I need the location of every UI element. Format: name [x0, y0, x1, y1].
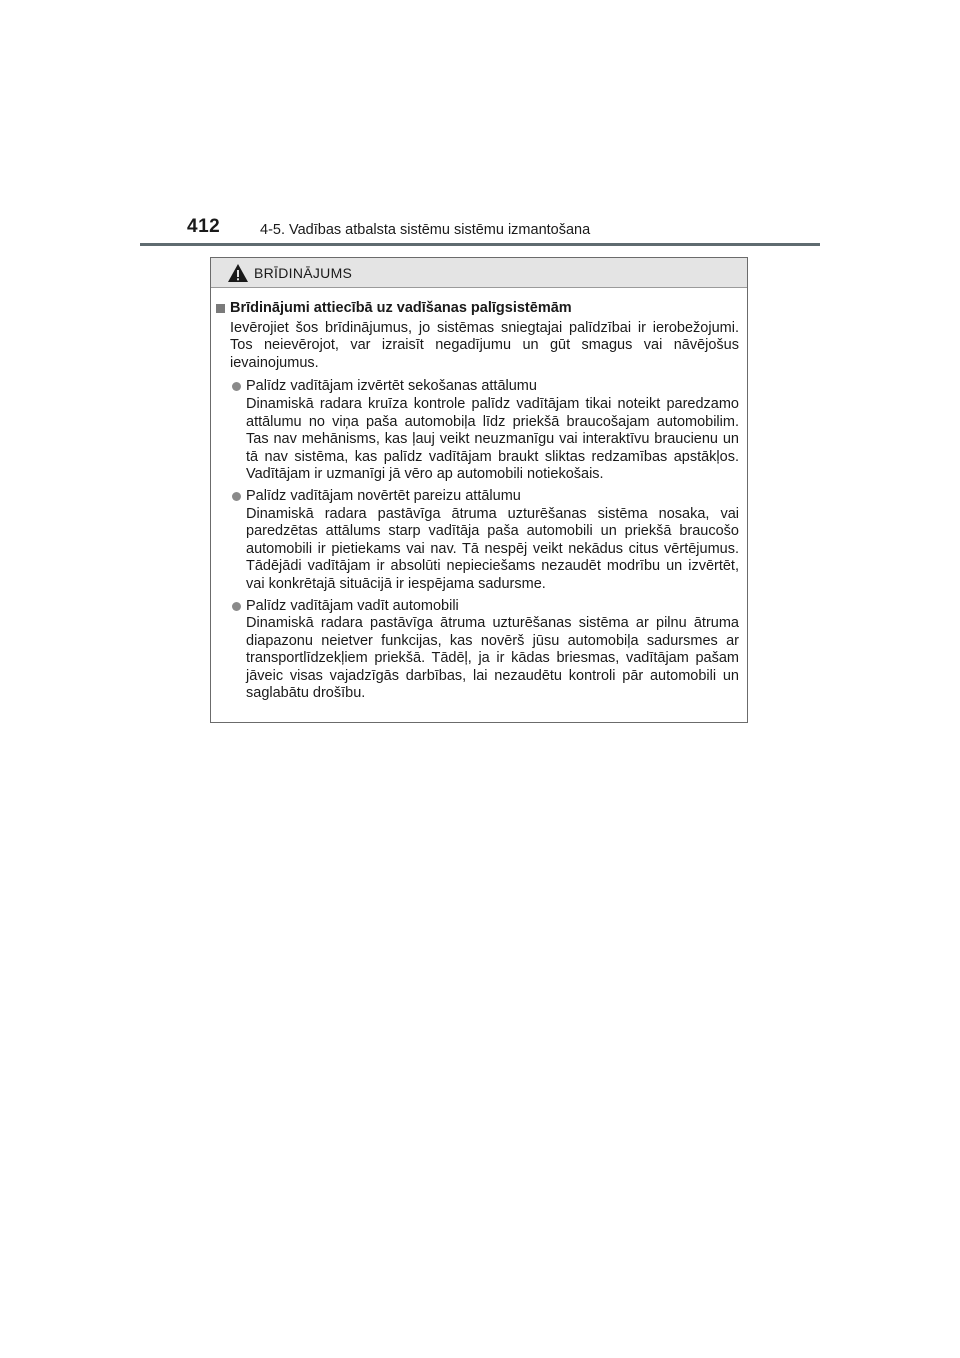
list-item-title: Palīdz vadītājam vadīt automobili: [246, 597, 459, 614]
list-item: [216, 378, 739, 484]
list-item-title: Palīdz vadītājam novērtēt pareizu attālumu: [246, 487, 521, 504]
warning-title: BRĪDINĀJUMS: [254, 264, 353, 281]
list-item-content: [246, 598, 739, 704]
warning-intro: Ievērojiet šos brīdinājumus, jo sistēmas sniegtajai palīdzībai ir ierobežojumi. Tos neievērojot, var izraisīt negadījumu un gūt smagus vai nāvējošus ievainojumus.: [230, 319, 739, 371]
list-item: [216, 598, 739, 704]
list-item-text: Dinamiskā radara pastāvīga ātruma uzturēšanas sistēma ar pilnu ātruma diapazonu neietver funkcijas, kas novērš jūsu automobiļa sadursmes ar transportlīdzekļiem priekšā. Tādēļ, ja ir kādas briesmas, vadītājam pašam jāveic visas vajadzīgās darbības, lai nezaudētu kontroli pār automobili un saglabātu drošību.: [246, 615, 739, 702]
warning-header: [211, 258, 747, 288]
list-item-text: Dinamiskā radara kruīza kontrole palīdz vadītājam tikai noteikt paredzamo attālumu no viņa paša automobiļa līdz priekšā braucošajam automobilim. Tas nav mehānisms, kas ļauj veikt neuzmanīgu vai interaktīvu braucienu un tā nav sistēma, kas palīdz vadītājam braukt sliktas redzamības apstākļos. Vadītājam ir uzmanīgi jā vēro ap automobili notiekošais.: [246, 395, 739, 483]
circle-bullet-icon: [232, 602, 241, 611]
warning-subheading: [216, 300, 739, 318]
header-divider: [140, 243, 820, 246]
list-item-content: [246, 488, 739, 594]
list-item-content: [246, 378, 739, 484]
list-item: [216, 488, 739, 594]
square-bullet-icon: [216, 304, 225, 313]
warning-items: [216, 378, 739, 703]
list-item-title: Palīdz vadītājam izvērtēt sekošanas attālumu: [246, 378, 537, 395]
warning-triangle-icon: [227, 263, 249, 283]
section-title: 4-5. Vadības atbalsta sistēmu sistēmu izmantošana: [260, 222, 591, 238]
warning-body: [211, 288, 747, 703]
list-item-text: Dinamiskā radara pastāvīga ātruma uzturēšanas sistēma nosaka, vai paredzētas attālums starp vadītāja paša automobili un priekšā braucošo automobili ir pietiekams vai nav. Tā nespēj veikt nekādus citus vērtējumus. Tādējādi vadītājam ir absolūti nepieciešams nezaudēt modrību un izvērtēt, vai konkrētajā situācijā ir iespējama sadursme.: [246, 505, 739, 592]
warning-box: [210, 257, 748, 723]
circle-bullet-icon: [232, 382, 241, 391]
page-number: 412: [187, 216, 221, 237]
circle-bullet-icon: [232, 492, 241, 501]
warning-subheading-text: Brīdinājumi attiecībā uz vadīšanas palīgsistēmām: [230, 300, 572, 316]
